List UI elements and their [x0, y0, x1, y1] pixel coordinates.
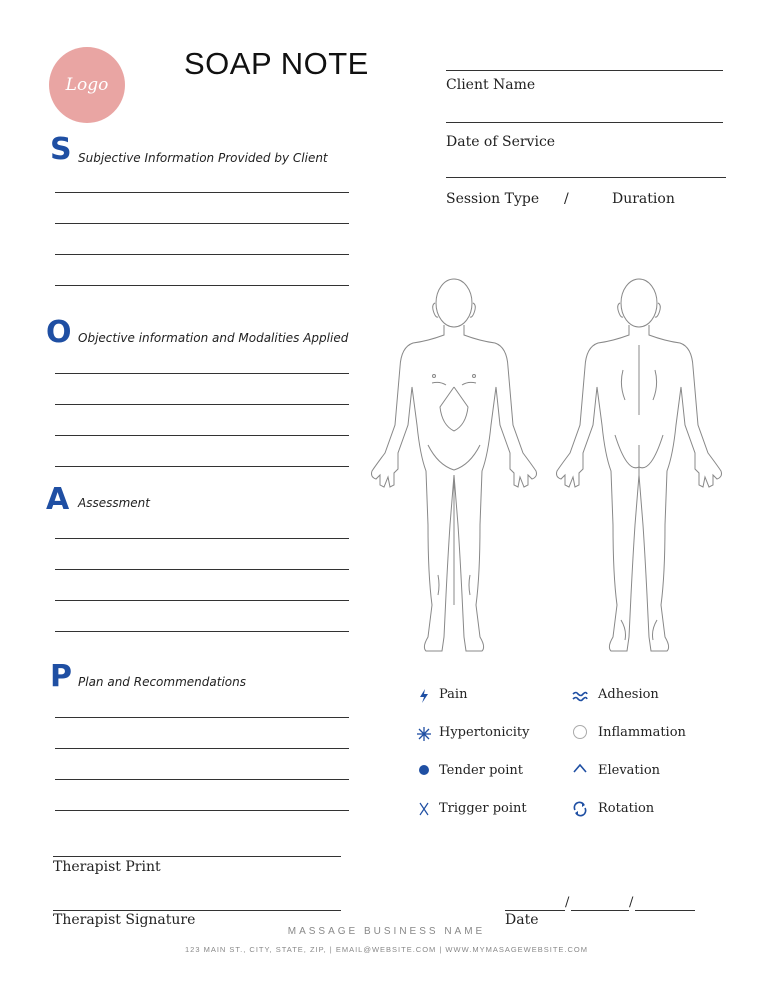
therapist-signature-label: Therapist Signature — [53, 912, 196, 928]
legend-inflammation: Inflammation — [598, 725, 686, 740]
session-separator: / — [564, 191, 569, 207]
section-o-line-3[interactable] — [55, 435, 349, 436]
date-line-month[interactable] — [505, 910, 565, 911]
section-p-line-2[interactable] — [55, 748, 349, 749]
body-back-diagram[interactable] — [553, 275, 725, 660]
rotation-arrows-icon — [572, 801, 588, 817]
section-a-line-3[interactable] — [55, 600, 349, 601]
lightning-icon — [416, 688, 432, 704]
section-p-heading: Plan and Recommendations — [78, 675, 246, 689]
page-title: SOAP NOTE — [184, 46, 369, 81]
business-name: MASSAGE BUSINESS NAME — [287, 926, 486, 937]
logo — [49, 47, 125, 123]
section-s-line-1[interactable] — [55, 192, 349, 193]
section-p-line-4[interactable] — [55, 810, 349, 811]
section-s-letter: S — [50, 132, 72, 167]
therapist-print-label: Therapist Print — [53, 859, 161, 875]
legend-tender-point: Tender point — [439, 763, 523, 778]
section-p-line-1[interactable] — [55, 717, 349, 718]
section-a-line-1[interactable] — [55, 538, 349, 539]
caret-up-icon — [572, 760, 588, 776]
therapist-signature-line[interactable] — [53, 910, 341, 911]
section-o-letter: O — [46, 315, 72, 350]
asterisk-icon — [416, 726, 432, 742]
filled-dot-icon — [416, 762, 432, 778]
contact-line: 123 MAIN ST., CITY, STATE, ZIP, | EMAIL@WEBSITE.COM | WWW.MYMASAGEWEBSITE.COM — [185, 945, 588, 954]
date-label: Date — [505, 912, 539, 928]
session-line[interactable] — [446, 177, 726, 178]
section-o-line-2[interactable] — [55, 404, 349, 405]
session-type-label: Session Type — [446, 191, 540, 207]
therapist-print-line[interactable] — [53, 856, 341, 857]
date-of-service-line[interactable] — [446, 122, 723, 123]
legend-rotation: Rotation — [598, 801, 655, 816]
section-s-line-4[interactable] — [55, 285, 349, 286]
section-s-line-2[interactable] — [55, 223, 349, 224]
date-slash-2: / — [629, 895, 634, 910]
date-slash-1: / — [565, 895, 570, 910]
legend-elevation: Elevation — [598, 763, 661, 778]
section-a-heading: Assessment — [78, 496, 150, 510]
client-name-line[interactable] — [446, 70, 723, 71]
section-o-heading: Objective information and Modalities Applied — [78, 331, 349, 345]
legend-adhesion: Adhesion — [598, 687, 659, 702]
wave-icon — [572, 688, 588, 704]
x-icon — [416, 801, 432, 817]
client-name-label: Client Name — [446, 77, 536, 93]
section-s-line-3[interactable] — [55, 254, 349, 255]
legend-pain: Pain — [439, 687, 468, 702]
legend-trigger-point: Trigger point — [439, 801, 527, 816]
section-a-line-2[interactable] — [55, 569, 349, 570]
section-p-line-3[interactable] — [55, 779, 349, 780]
circle-outline-icon — [572, 724, 588, 740]
section-s-heading: Subjective Information Provided by Client — [78, 151, 328, 165]
body-front-diagram[interactable] — [368, 275, 540, 660]
legend-hypertonicity: Hypertonicity — [439, 725, 530, 740]
section-a-letter: A — [46, 482, 70, 517]
logo-text: Logo — [65, 75, 109, 95]
section-a-line-4[interactable] — [55, 631, 349, 632]
section-p-letter: P — [50, 659, 72, 694]
section-o-line-4[interactable] — [55, 466, 349, 467]
duration-label: Duration — [612, 191, 675, 207]
date-line-year[interactable] — [635, 910, 695, 911]
date-of-service-label: Date of Service — [446, 134, 556, 150]
section-o-line-1[interactable] — [55, 373, 349, 374]
date-line-day[interactable] — [571, 910, 629, 911]
